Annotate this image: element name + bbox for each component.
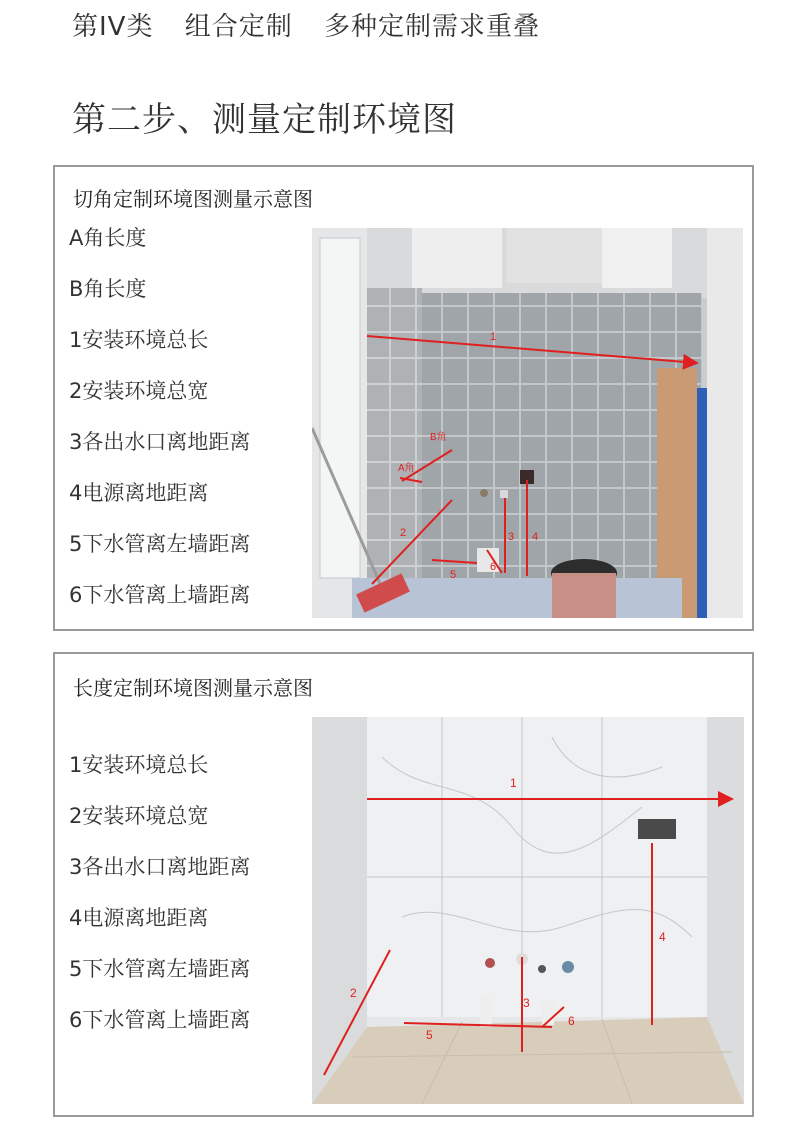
measure-item: 6下水管离上墙距离 (69, 1008, 251, 1032)
measure-label-6: 6 (568, 1014, 575, 1028)
measure-label-5: 5 (426, 1028, 433, 1042)
measure-label-4: 4 (659, 930, 666, 944)
measure-list (69, 223, 250, 631)
measure-item: 5下水管离左墙距离 (69, 532, 251, 556)
category-label: 第IV类 (72, 12, 154, 42)
measure-label-3: 3 (523, 996, 530, 1010)
length-environment-photo (312, 717, 744, 1104)
measure-item: 3各出水口离地距离 (69, 855, 251, 879)
length-measure-card (53, 652, 754, 1117)
measure-item: 1安装环境总长 (69, 328, 209, 352)
photo-illustration (312, 228, 743, 618)
measure-item: 1安装环境总长 (69, 753, 209, 777)
measure-item: 6下水管离上墙距离 (69, 583, 251, 607)
category-type: 组合定制 (184, 12, 293, 42)
measure-label-1: 1 (490, 331, 497, 343)
measure-label-a-corner: A角 (398, 463, 415, 474)
category-description: 多种定制需求重叠 (324, 12, 541, 42)
category-header (72, 6, 562, 43)
measure-label-4: 4 (532, 531, 539, 543)
measure-list (69, 750, 250, 1056)
measure-item: 3各出水口离地距离 (69, 430, 251, 454)
measure-label-3: 3 (508, 531, 515, 543)
measure-label-6: 6 (490, 561, 497, 573)
measure-label-5: 5 (450, 569, 457, 581)
measure-item: 5下水管离左墙距离 (69, 957, 251, 981)
corner-measure-card (53, 165, 754, 631)
measure-label-b-corner: B角 (430, 432, 447, 443)
measure-label-2: 2 (350, 986, 357, 1000)
card-title: 切角定制环境图测量示意图 (73, 187, 313, 211)
measure-item: 4电源离地距离 (69, 906, 209, 930)
measure-item: 2安装环境总宽 (69, 379, 209, 403)
photo-illustration (312, 717, 744, 1104)
measure-label-2: 2 (400, 527, 407, 539)
measure-item: 2安装环境总宽 (69, 804, 209, 828)
card-title: 长度定制环境图测量示意图 (73, 676, 313, 700)
measure-label-1: 1 (510, 776, 517, 790)
measure-item: A角长度 (69, 226, 147, 250)
corner-environment-photo (312, 228, 743, 618)
measure-item: 4电源离地距离 (69, 481, 209, 505)
measure-item: B角长度 (69, 277, 147, 301)
step-title: 第二步、测量定制环境图 (72, 100, 457, 140)
